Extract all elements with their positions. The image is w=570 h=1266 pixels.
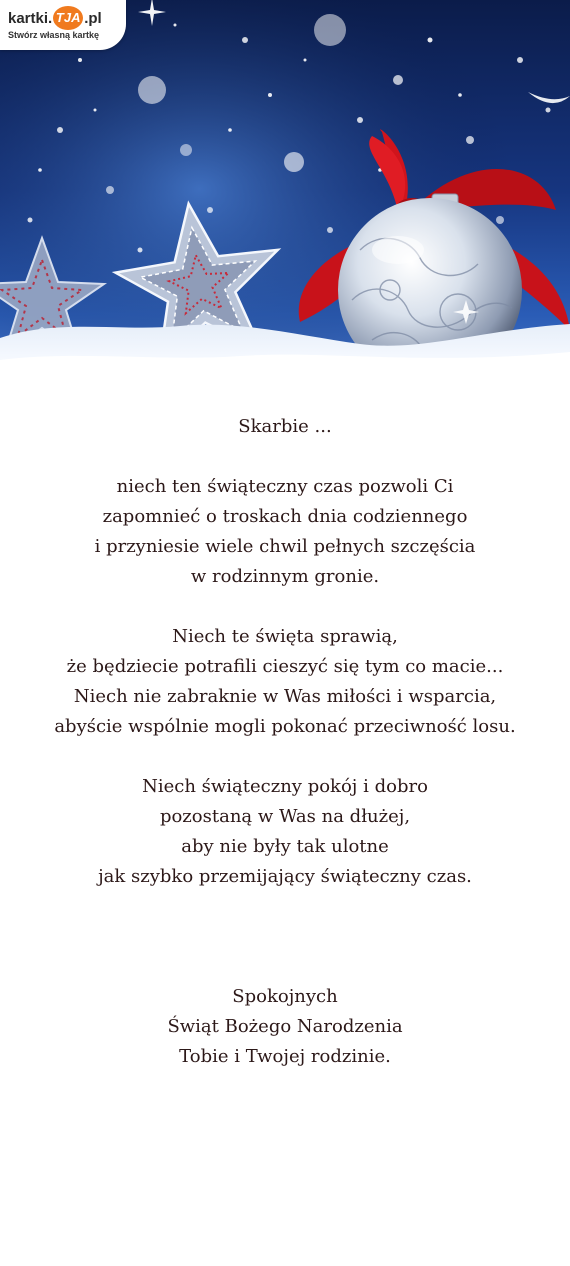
logo-brand-prefix: kartki. (8, 9, 53, 27)
christmas-scene-image (0, 0, 570, 420)
message-line: Niech nie zabraknie w Was miłości i wsparcia, (73, 686, 497, 707)
closing-line: Spokojnych (232, 986, 338, 1007)
closing-line: Tobie i Twojej rodzinie. (179, 1046, 391, 1067)
message-line: Niech te święta sprawią, (172, 626, 398, 647)
message-line: że będziecie potrafili cieszyć się tym co macie... (66, 656, 504, 677)
message-line: Niech świąteczny pokój i dobro (142, 776, 428, 797)
message-line: jak szybko przemijający świąteczny czas. (98, 866, 472, 887)
greeting-line: Skarbie ... (238, 416, 332, 437)
message-line: i przyniesie wiele chwil pełnych szczęścia (94, 536, 476, 557)
message-line: pozostaną w Was na dłużej, (159, 806, 411, 827)
message-line: aby nie były tak ulotne (181, 836, 389, 857)
message-line: zapomnieć o troskach dnia codziennego (102, 506, 468, 527)
card-message (0, 412, 570, 1072)
logo-tagline: Stwórz własną kartkę (8, 30, 100, 40)
site-logo[interactable] (0, 0, 126, 50)
closing-line: Świąt Bożego Narodzenia (167, 1016, 403, 1037)
message-line: niech ten świąteczny czas pozwoli Ci (116, 476, 454, 497)
message-line: abyście wspólnie mogli pokonać przeciwność losu. (54, 716, 516, 737)
message-line: w rodzinnym gronie. (190, 566, 380, 587)
logo-tja-badge-icon: TJA (53, 6, 83, 30)
logo-wordmark (8, 6, 102, 30)
logo-brand-suffix: .pl (84, 9, 102, 27)
